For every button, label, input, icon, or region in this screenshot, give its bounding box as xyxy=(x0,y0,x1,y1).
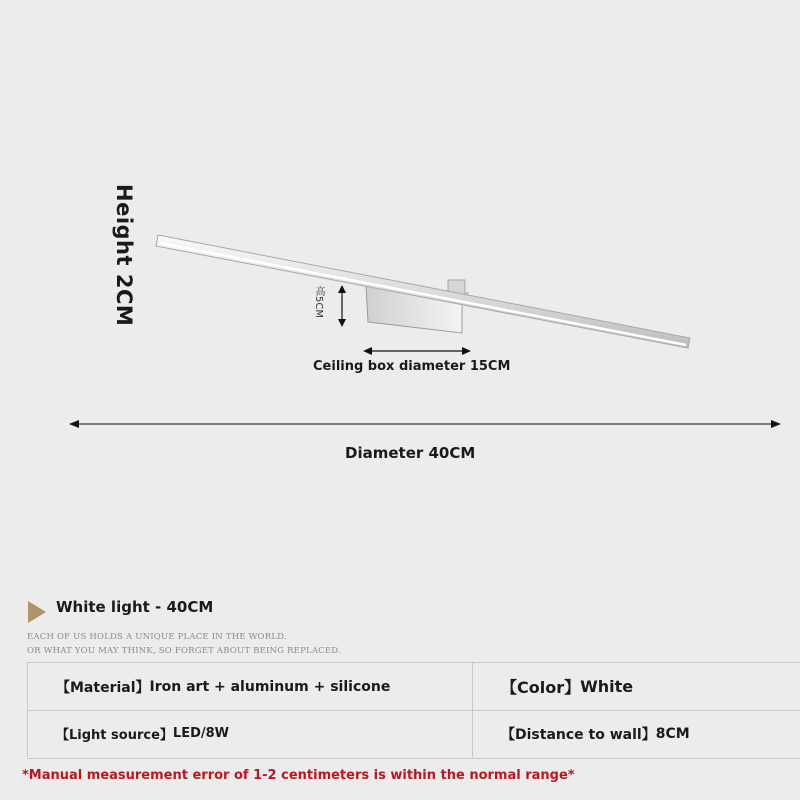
measurement-note: *Manual measurement error of 1-2 centimeters is within the normal range* xyxy=(22,768,575,783)
diameter-label: Diameter 40CM xyxy=(345,444,476,462)
height-label: Height 2CM xyxy=(112,184,136,327)
spec-table xyxy=(27,662,800,759)
ceiling-box-arrow xyxy=(363,347,471,355)
spec-distance-label: 【Distance to wall】 xyxy=(501,726,656,743)
tagline-line-2: OR WHAT YOU MAY THINK, SO FORGET ABOUT BEING REPLACED. xyxy=(27,646,341,656)
section-title: White light - 40CM xyxy=(56,598,214,616)
spec-row xyxy=(27,663,800,711)
spec-light-source-value: LED/8W xyxy=(172,726,229,741)
spec-row xyxy=(27,710,800,757)
spec-color-value: White xyxy=(580,677,634,696)
bracket-height-arrow xyxy=(338,285,346,327)
triangle-arrow-icon xyxy=(28,601,46,623)
spec-light-source xyxy=(27,710,473,757)
tagline-line-1: EACH OF US HOLDS A UNIQUE PLACE IN THE WORLD. xyxy=(27,632,287,642)
spec-material-value: Iron art + aluminum + silicone xyxy=(149,678,391,695)
light-bar xyxy=(156,235,690,348)
spec-material-label: 【Material】 xyxy=(56,679,150,696)
diameter-arrow xyxy=(69,420,781,428)
ceiling-box-label: Ceiling box diameter 15CM xyxy=(313,359,511,374)
spec-color-label: 【Color】 xyxy=(501,678,581,697)
spec-material xyxy=(27,663,473,710)
spec-color xyxy=(474,663,800,710)
spec-light-source-label: 【Light source】 xyxy=(56,728,173,743)
spec-distance-value: 8CM xyxy=(655,725,690,742)
spec-distance xyxy=(474,710,800,757)
bracket-height-label: 高5CM xyxy=(313,286,324,318)
